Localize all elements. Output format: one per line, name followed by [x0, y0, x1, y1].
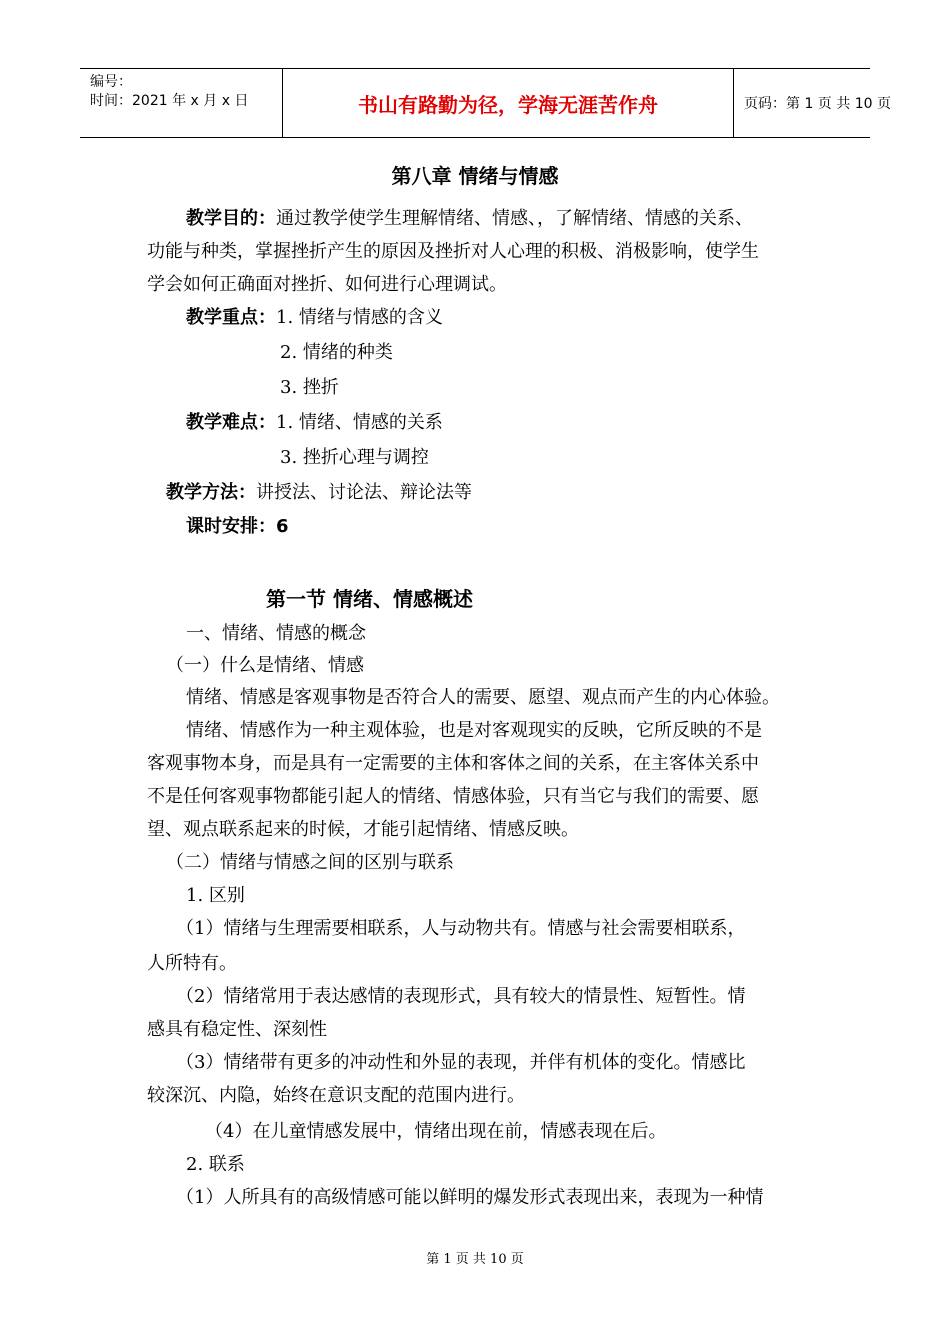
difficulty-item: 1. 情绪、情感的关系 [276, 412, 443, 433]
hours-value: 6 [276, 516, 289, 537]
body-line: 客观事物本身，而是具有一定需要的主体和客体之间的关系，在主客体关系中 [147, 753, 759, 774]
body-line: （2）情绪常用于表达感情的表现形式，具有较大的情景性、短暂性。情 [176, 986, 746, 1007]
page-info: 页码：第 1 页 共 10 页 [744, 96, 891, 112]
body-line: 情绪、情感是客观事物是否符合人的需要、愿望、观点而产生的内心体验。 [186, 687, 780, 708]
body-line: （一）什么是情绪、情感 [166, 655, 364, 676]
body-line: 较深沉、内隐，始终在意识支配的范围内进行。 [147, 1085, 525, 1106]
objectives-label: 教学目的： [186, 208, 276, 229]
body-line: 人所特有。 [147, 953, 237, 974]
body-line: 感具有稳定性、深刻性 [147, 1019, 327, 1040]
section-title: 第一节 情绪、情感概述 [266, 587, 473, 611]
key-point-item: 1. 情绪与情感的含义 [276, 307, 443, 328]
header-table [80, 68, 891, 138]
body-line: 情绪、情感作为一种主观体验，也是对客观现实的反映，它所反映的不是 [186, 720, 762, 741]
motto: 书山有路勤为径，学海无涯苦作舟 [282, 69, 734, 137]
body-line: （二）情绪与情感之间的区别与联系 [166, 852, 454, 873]
body-line: （1）人所具有的高级情感可能以鲜明的爆发形式表现出来，表现为一种情 [176, 1187, 764, 1208]
chapter-title: 第八章 情绪与情感 [391, 164, 559, 188]
body-line: 望、观点联系起来的时候，才能引起情绪、情感反映。 [147, 819, 579, 840]
date-line: 时间：2021 年 x 月 x 日 [90, 93, 249, 109]
key-point-item: 2. 情绪的种类 [280, 342, 393, 363]
body-line: 一、情绪、情感的概念 [186, 623, 366, 644]
methods-line [166, 481, 472, 505]
body-line: 2. 联系 [186, 1154, 245, 1175]
key-points-label: 教学重点： [186, 307, 276, 328]
methods-value: 讲授法、讨论法、辩论法等 [256, 482, 472, 503]
objectives-text1: 通过教学使学生理解情绪、情感、，了解情绪、情感的关系、 [276, 208, 753, 229]
key-point-item: 3. 挫折 [280, 377, 339, 398]
code-label: 编号： [90, 74, 132, 90]
methods-label: 教学方法： [166, 482, 256, 503]
key-points-line1 [186, 306, 443, 330]
difficulty-item: 3. 挫折心理与调控 [280, 447, 429, 468]
objectives-line2: 功能与种类，掌握挫折产生的原因及挫折对人心理的积极、消极影响，使学生 [147, 241, 759, 262]
page-footer: 第 1 页 共 10 页 [426, 1252, 524, 1267]
header-meta [80, 69, 282, 137]
objectives-line3: 学会如何正确面对挫折、如何进行心理调试。 [147, 274, 507, 295]
objectives-line1 [186, 207, 753, 231]
body-line: （3）情绪带有更多的冲动性和外显的表现，并伴有机体的变化。情感比 [176, 1052, 746, 1073]
hours-label: 课时安排： [186, 516, 276, 537]
body-line: （4）在儿童情感发展中，情绪出现在前，情感表现在后。 [205, 1121, 667, 1142]
body-line: （1）情绪与生理需要相联系，人与动物共有。情感与社会需要相联系， [176, 918, 746, 939]
body-line: 不是任何客观事物都能引起人的情绪、情感体验，只有当它与我们的需要、愿 [147, 786, 759, 807]
difficulties-line1 [186, 411, 443, 435]
body-line: 1. 区别 [186, 885, 245, 906]
hours-line [186, 515, 289, 539]
difficulties-label: 教学难点： [186, 412, 276, 433]
